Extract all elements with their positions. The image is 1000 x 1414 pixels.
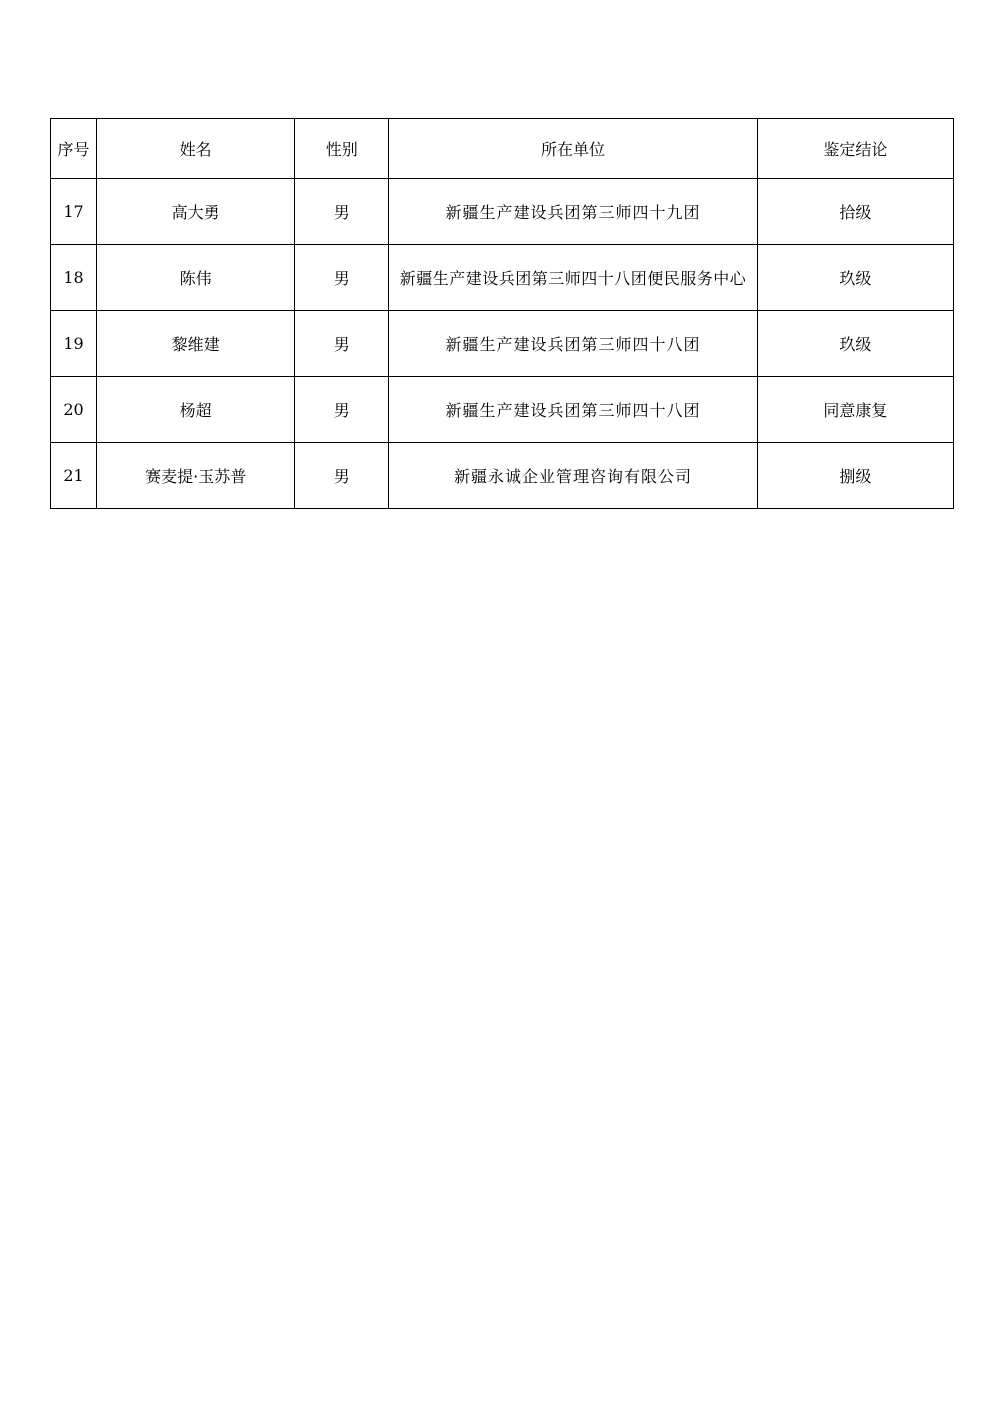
cell-result: 拾级 (757, 179, 953, 245)
header-index: 序号 (51, 119, 97, 179)
cell-unit: 新疆生产建设兵团第三师四十九团 (389, 179, 757, 245)
table-row (51, 377, 954, 443)
cell-name: 陈伟 (97, 245, 295, 311)
cell-result: 同意康复 (757, 377, 953, 443)
cell-name: 高大勇 (97, 179, 295, 245)
cell-name: 黎维建 (97, 311, 295, 377)
cell-gender: 男 (295, 377, 389, 443)
table-row (51, 245, 954, 311)
cell-gender: 男 (295, 311, 389, 377)
header-unit: 所在单位 (389, 119, 757, 179)
cell-index: 19 (51, 311, 97, 377)
cell-gender: 男 (295, 179, 389, 245)
cell-index: 20 (51, 377, 97, 443)
cell-unit: 新疆生产建设兵团第三师四十八团 (389, 311, 757, 377)
appraisal-result-table (50, 118, 954, 509)
cell-result: 玖级 (757, 311, 953, 377)
cell-result: 玖级 (757, 245, 953, 311)
cell-result: 捌级 (757, 443, 953, 509)
header-name: 姓名 (97, 119, 295, 179)
table-row (51, 179, 954, 245)
cell-name: 赛麦提·玉苏普 (97, 443, 295, 509)
header-result: 鉴定结论 (757, 119, 953, 179)
header-gender: 性别 (295, 119, 389, 179)
table-row (51, 311, 954, 377)
cell-index: 18 (51, 245, 97, 311)
cell-unit: 新疆生产建设兵团第三师四十八团 (389, 377, 757, 443)
cell-index: 21 (51, 443, 97, 509)
cell-name: 杨超 (97, 377, 295, 443)
cell-index: 17 (51, 179, 97, 245)
table-header-row (51, 119, 954, 179)
cell-unit: 新疆永诚企业管理咨询有限公司 (389, 443, 757, 509)
cell-gender: 男 (295, 245, 389, 311)
table-row (51, 443, 954, 509)
cell-unit: 新疆生产建设兵团第三师四十八团便民服务中心 (389, 245, 757, 311)
cell-gender: 男 (295, 443, 389, 509)
